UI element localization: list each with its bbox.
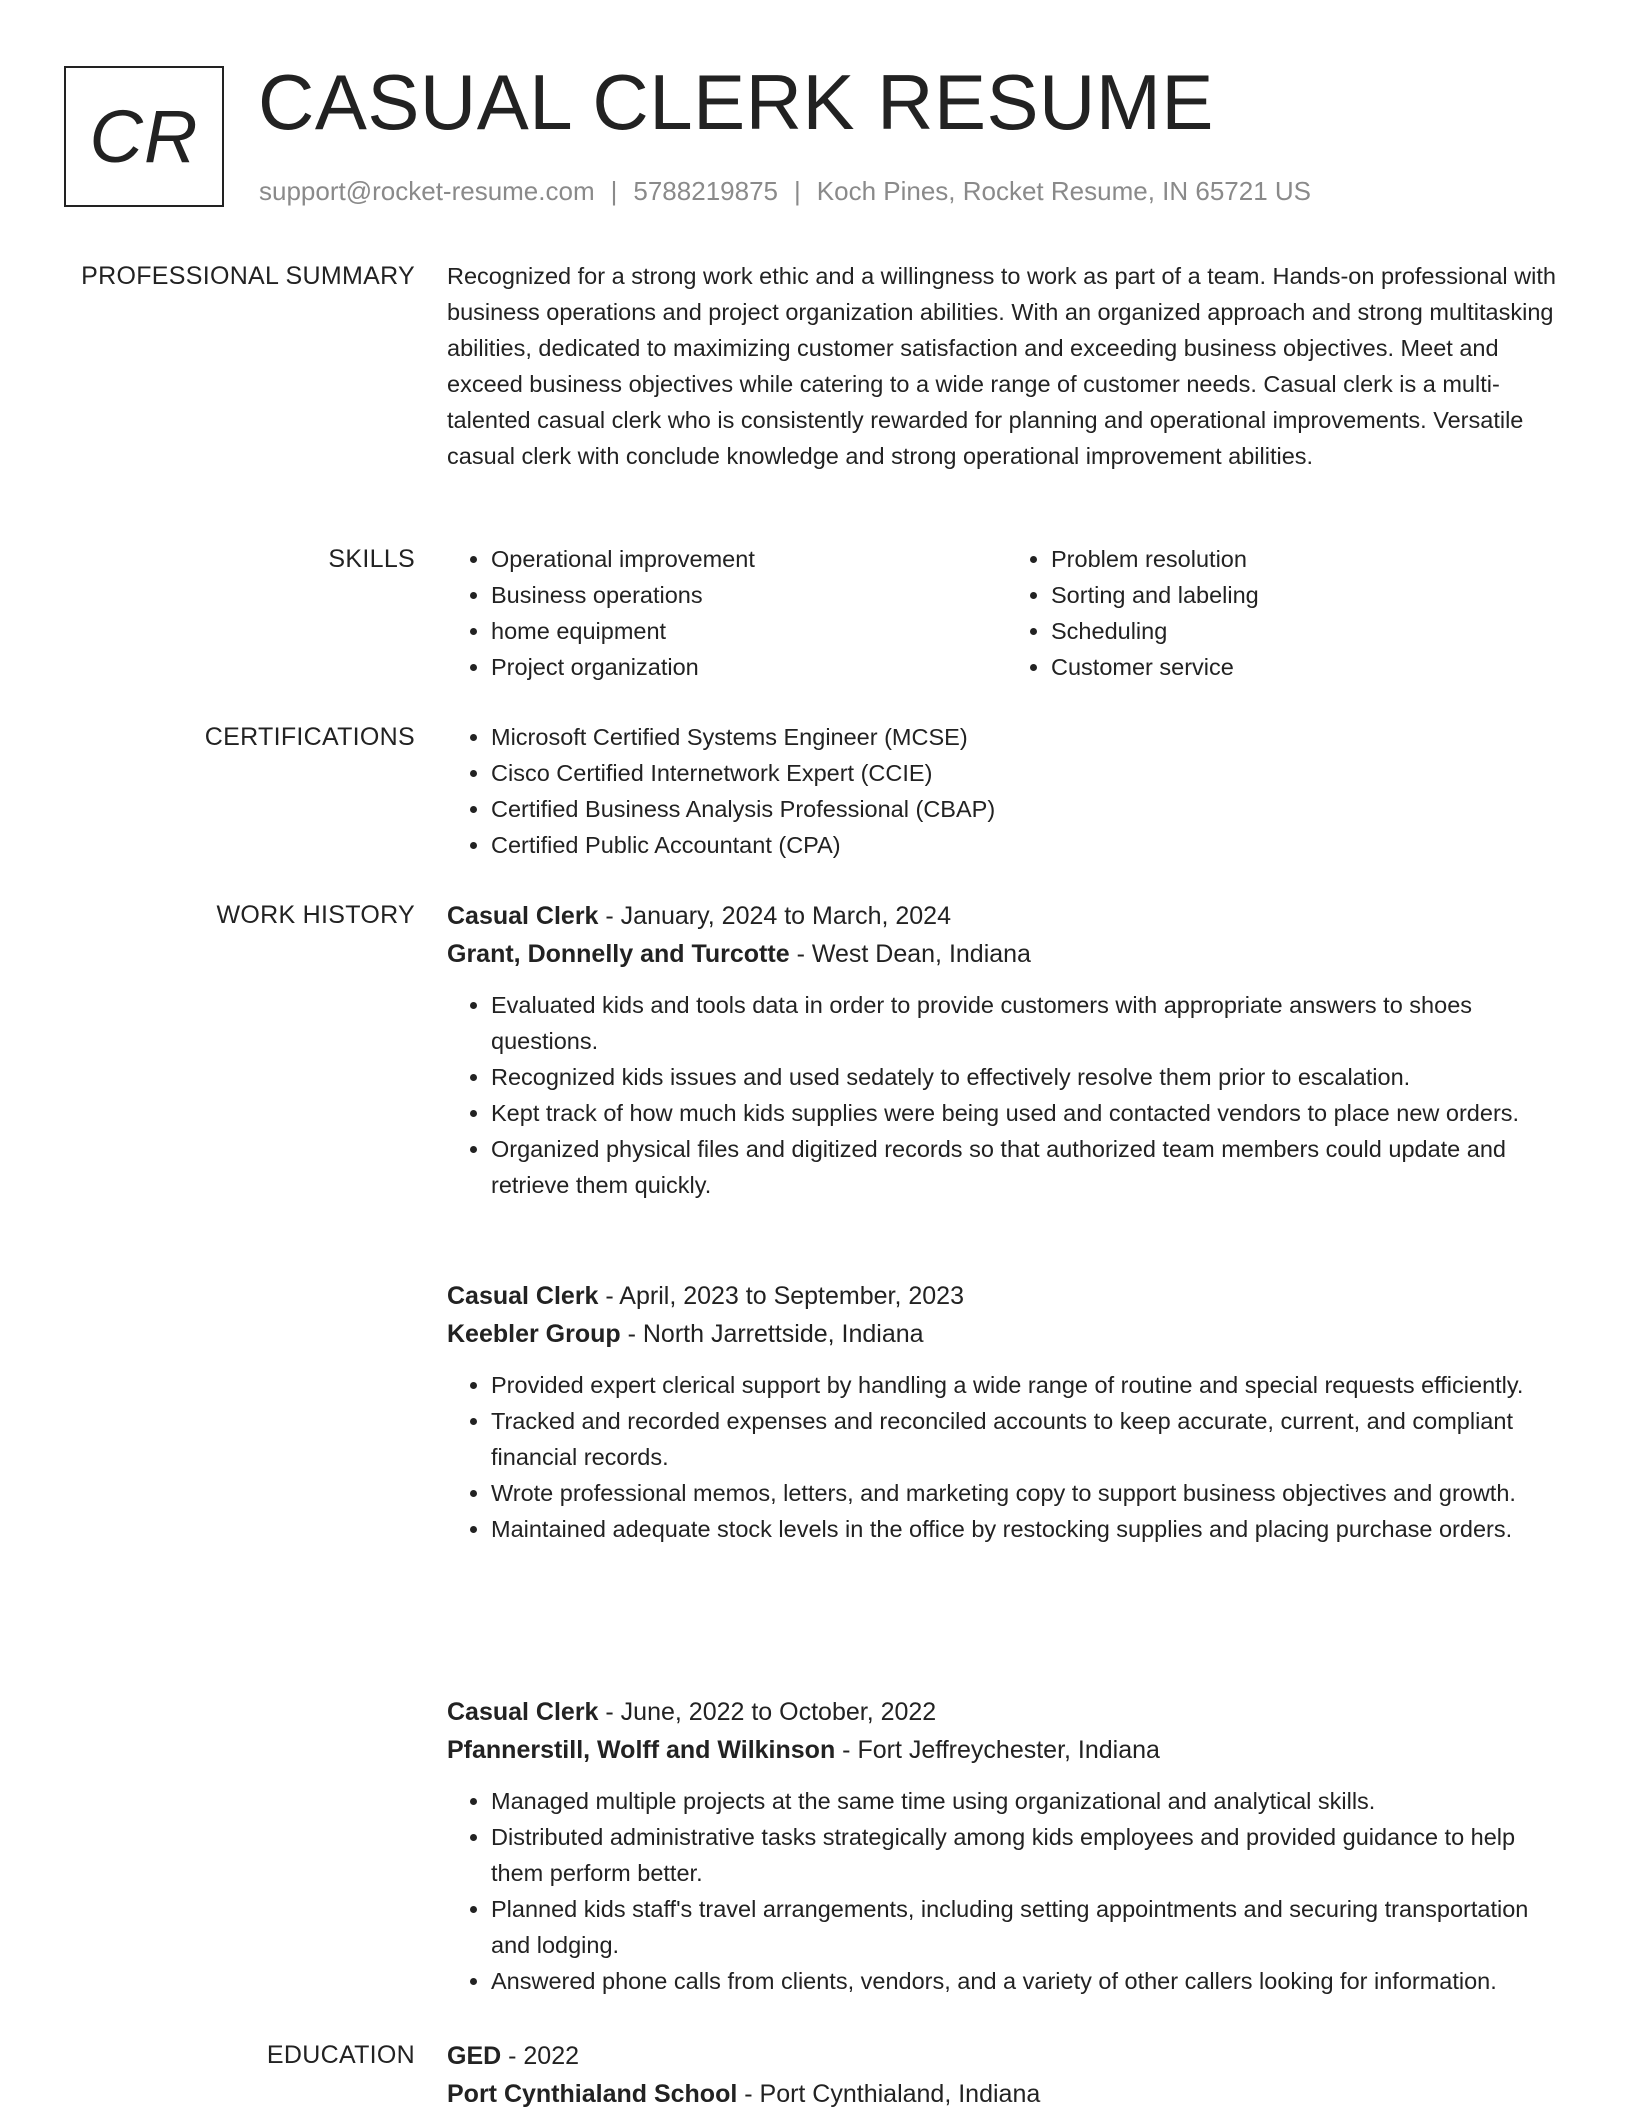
summary-body	[447, 258, 1567, 474]
job-bullets	[447, 987, 1567, 1203]
contact-phone[interactable]: 5788219875	[633, 176, 778, 206]
job-title-line	[447, 897, 1567, 935]
job-bullet: • Distributed administrative tasks strategically among kids employees and provided guidance to help them perform better.	[491, 1819, 1567, 1891]
contact-separator: |	[794, 176, 801, 206]
job-title: Casual Clerk	[447, 1282, 599, 1310]
job-bullet: • Organized physical files and digitized records so that authorized team members could update and retrieve them quickly.	[491, 1131, 1567, 1203]
job-company: Pfannerstill, Wolff and Wilkinson	[447, 1736, 836, 1764]
job-body	[447, 897, 1567, 1203]
monogram-logo: CR	[64, 66, 224, 207]
job-location: - West Dean, Indiana	[789, 940, 1031, 968]
contact-line	[259, 174, 1311, 208]
section-label-skills: SKILLS	[328, 545, 415, 573]
skill-item: • Project organization	[491, 649, 1007, 685]
contact-address: Koch Pines, Rocket Resume, IN 65721 US	[816, 176, 1312, 206]
job-company: Grant, Donnelly and Turcotte	[447, 940, 790, 968]
job-bullet: • Wrote professional memos, letters, and marketing copy to support business objectives and growth.	[491, 1475, 1567, 1511]
skills-list-left	[447, 541, 1007, 685]
job-bullet: • Answered phone calls from clients, vendors, and a variety of other callers looking for information.	[491, 1963, 1567, 1999]
skill-item: • Business operations	[491, 577, 1007, 613]
job-dates: - June, 2022 to October, 2022	[598, 1698, 937, 1726]
job-title: Casual Clerk	[447, 1698, 599, 1726]
job-company-line	[447, 1315, 1567, 1353]
certification-item: • Certified Public Accountant (CPA)	[491, 827, 1567, 863]
job-dates: - January, 2024 to March, 2024	[598, 902, 951, 930]
skills-list-right	[1007, 541, 1567, 685]
job-location: - North Jarrettside, Indiana	[620, 1320, 924, 1348]
skill-item: • Scheduling	[1051, 613, 1567, 649]
job-bullet: • Recognized kids issues and used sedately to effectively resolve them prior to escalation.	[491, 1059, 1567, 1095]
contact-email[interactable]: support@rocket-resume.com	[259, 176, 595, 206]
skill-item: • home equipment	[491, 613, 1007, 649]
job-company-line	[447, 1731, 1567, 1769]
job-bullet: • Evaluated kids and tools data in order to provide customers with appropriate answers to shoes questions.	[491, 987, 1567, 1059]
job-bullet: • Managed multiple projects at the same time using organizational and analytical skills.	[491, 1783, 1567, 1819]
resume-title: CASUAL CLERK RESUME	[258, 58, 1214, 146]
section-label-education: EDUCATION	[266, 2041, 415, 2069]
education-school: Port Cynthialand School	[447, 2080, 738, 2108]
job-bullet: • Tracked and recorded expenses and reconciled accounts to keep accurate, current, and compliant financial records.	[491, 1403, 1567, 1475]
job-bullets	[447, 1783, 1567, 1999]
job-body	[447, 1693, 1567, 1999]
certifications-body	[447, 719, 1567, 863]
job-bullet: • Maintained adequate stock levels in the office by restocking supplies and placing purchase orders.	[491, 1511, 1567, 1547]
job-title-line	[447, 1277, 1567, 1315]
section-label-summary: PROFESSIONAL SUMMARY	[81, 262, 415, 290]
job-title: Casual Clerk	[447, 902, 599, 930]
summary-text: Recognized for a strong work ethic and a willingness to work as part of a team. Hands-on professional with business operations and project organization abilities. With an organized approach and strong multitasking abilities, dedicated to maximizing customer satisfaction and exceeding business objectives. Meet and exceed business objectives while catering to a wide range of customer needs. Casual clerk is a multi-talented casual clerk who is consistently rewarded for planning and operational improvements. Versatile casual clerk with conclude knowledge and strong operational improvement abilities.	[447, 263, 1556, 469]
skill-item: • Problem resolution	[1051, 541, 1567, 577]
job-location: - Fort Jeffreychester, Indiana	[835, 1736, 1160, 1764]
job-company-line	[447, 935, 1567, 973]
job-bullet: • Planned kids staff's travel arrangements, including setting appointments and securing transportation and lodging.	[491, 1891, 1567, 1963]
certification-item: • Cisco Certified Internetwork Expert (CCIE)	[491, 755, 1567, 791]
education-degree-line	[447, 2037, 1567, 2075]
certification-item: • Certified Business Analysis Professional (CBAP)	[491, 791, 1567, 827]
certification-item: • Microsoft Certified Systems Engineer (MCSE)	[491, 719, 1567, 755]
education-body	[447, 2037, 1567, 2113]
education-school-line	[447, 2075, 1567, 2113]
contact-separator: |	[610, 176, 618, 206]
skills-body	[447, 541, 1567, 685]
certifications-list	[447, 719, 1567, 863]
job-bullet: • Provided expert clerical support by handling a wide range of routine and special requests efficiently.	[491, 1367, 1567, 1403]
skill-item: • Customer service	[1051, 649, 1567, 685]
job-company: Keebler Group	[447, 1320, 621, 1348]
job-bullet: • Kept track of how much kids supplies were being used and contacted vendors to place new orders.	[491, 1095, 1567, 1131]
job-title-line	[447, 1693, 1567, 1731]
skill-item: • Sorting and labeling	[1051, 577, 1567, 613]
education-year: - 2022	[501, 2042, 580, 2070]
section-label-work-history: WORK HISTORY	[216, 901, 415, 929]
job-bullets	[447, 1367, 1567, 1547]
skill-item: • Operational improvement	[491, 541, 1007, 577]
education-degree: GED	[447, 2042, 502, 2070]
job-dates: - April, 2023 to September, 2023	[598, 1282, 964, 1310]
education-location: - Port Cynthialand, Indiana	[737, 2080, 1041, 2108]
section-label-certifications: CERTIFICATIONS	[204, 723, 415, 751]
job-body	[447, 1277, 1567, 1547]
skills-columns	[447, 541, 1567, 685]
